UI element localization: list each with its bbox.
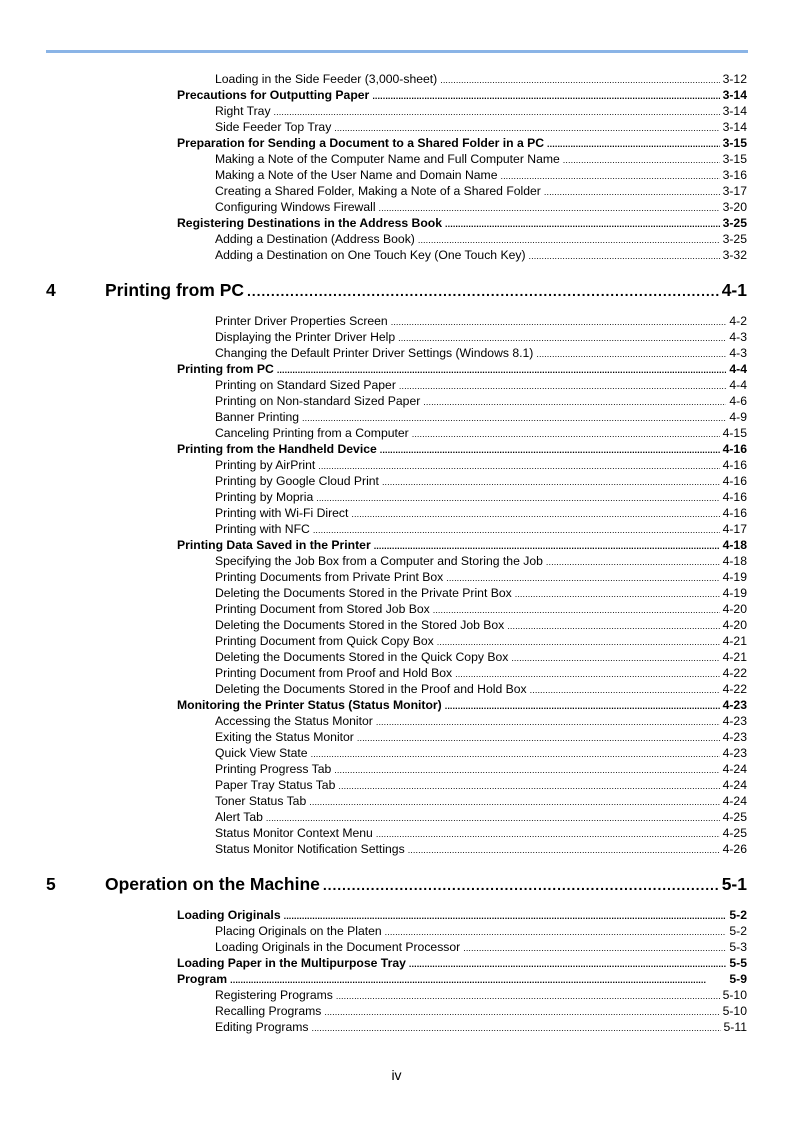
toc-chapter-entry[interactable] (0, 874, 793, 906)
dot-leader (445, 698, 720, 712)
toc-entry-title: Registering Programs (215, 988, 333, 1002)
dot-leader (382, 474, 720, 488)
toc-entry-page: 4-16 (722, 506, 747, 520)
toc-entry-page: 4-9 (729, 410, 747, 424)
toc-subsection-entry[interactable] (0, 230, 793, 246)
dot-leader (399, 378, 726, 392)
dot-leader (529, 248, 720, 262)
toc-entry-title: Printing by Mopria (215, 490, 314, 504)
toc-entry-title: Operation on the Machine (105, 874, 320, 894)
toc-entry-title: Alert Tab (215, 810, 263, 824)
page-number: iv (391, 1067, 402, 1083)
toc-subsection-entry[interactable] (0, 568, 793, 584)
toc-section-entry[interactable] (0, 954, 793, 970)
toc-entry-title: Printing by AirPrint (215, 458, 316, 472)
toc-entry-title: Printing with Wi-Fi Direct (215, 506, 349, 520)
toc-entry-page: 5-9 (729, 972, 747, 986)
dot-leader (277, 362, 727, 376)
toc-subsection-entry[interactable] (0, 616, 793, 632)
toc-section-entry[interactable] (0, 360, 793, 376)
toc-entry-page: 4-4 (729, 378, 747, 392)
toc-entry-page: 4-19 (722, 570, 747, 584)
toc-subsection-entry[interactable] (0, 824, 793, 840)
toc-subsection-entry[interactable] (0, 312, 793, 328)
toc-entry-title: Preparation for Sending a Document to a Shared Folder in a PC (177, 136, 545, 150)
toc-entry-page: 4-25 (722, 810, 747, 824)
dot-leader (338, 778, 719, 792)
toc-entry-page: 5-3 (729, 940, 747, 954)
toc-entry-title: Recalling Programs (215, 1004, 322, 1018)
dot-leader (323, 874, 719, 895)
dot-leader (380, 442, 720, 456)
toc-subsection-entry[interactable] (0, 648, 793, 664)
toc-entry-title: Monitoring the Printer Status (Status Monitor) (177, 698, 442, 712)
toc-entry-page: 4-16 (722, 474, 747, 488)
dot-leader (376, 714, 720, 728)
toc-entry-page: 3-14 (722, 104, 747, 118)
toc-entry-title: Printing Document from Stored Job Box (215, 602, 430, 616)
toc-entry-title: Exiting the Status Monitor (215, 730, 354, 744)
toc-subsection-entry[interactable] (0, 344, 793, 360)
toc-subsection-entry[interactable] (0, 472, 793, 488)
dot-leader (445, 216, 720, 230)
toc-subsection-entry[interactable] (0, 118, 793, 134)
dot-leader (284, 908, 727, 922)
toc-entry-page: 3-14 (722, 88, 747, 102)
toc-subsection-entry[interactable] (0, 584, 793, 600)
toc-entry-page: 4-23 (722, 730, 747, 744)
dot-leader (507, 618, 719, 632)
chapter-number: 4 (46, 280, 56, 300)
chapter-number: 5 (46, 874, 56, 894)
toc-entry-page: 3-17 (722, 184, 747, 198)
toc-subsection-entry[interactable] (0, 600, 793, 616)
toc-subsection-entry[interactable] (0, 664, 793, 680)
toc-entry-page: 4-23 (722, 698, 747, 712)
toc-entry-page: 3-32 (722, 248, 747, 262)
toc-entry-page: 4-18 (722, 554, 747, 568)
dot-leader (536, 346, 726, 360)
dot-leader (385, 924, 727, 938)
dot-leader (409, 956, 726, 970)
toc-entry-title: Printing from PC (105, 280, 245, 300)
dot-leader (455, 666, 720, 680)
dot-leader (412, 426, 720, 440)
toc-entry-page: 4-24 (722, 778, 747, 792)
dot-leader (334, 120, 719, 134)
toc-entry-page: 4-18 (722, 538, 747, 552)
toc-entry-page: 4-3 (729, 330, 747, 344)
toc-section-entry[interactable] (0, 440, 793, 456)
toc-entry-page: 4-23 (722, 714, 747, 728)
toc-entry-title: Printing on Standard Sized Paper (215, 378, 396, 392)
dot-leader (437, 634, 720, 648)
toc-chapter-entry[interactable] (0, 280, 793, 312)
toc-entry-title: Deleting the Documents Stored in the Proof and Hold Box (215, 682, 527, 696)
toc-entry-page: 5-2 (729, 908, 747, 922)
toc-subsection-entry[interactable] (0, 840, 793, 856)
toc-entry-title: Making a Note of the User Name and Domain Name (215, 168, 498, 182)
toc-entry-title: Adding a Destination on One Touch Key (One Touch Key) (215, 248, 526, 262)
toc-subsection-entry[interactable] (0, 198, 793, 214)
toc-entry-title: Printing with NFC (215, 522, 310, 536)
toc-subsection-entry[interactable] (0, 728, 793, 744)
toc-subsection-entry[interactable] (0, 246, 793, 262)
dot-leader (230, 972, 726, 986)
toc-entry-page: 4-24 (722, 794, 747, 808)
toc-subsection-entry[interactable] (0, 182, 793, 198)
dot-leader (324, 1004, 719, 1018)
toc-subsection-entry[interactable] (0, 150, 793, 166)
toc-entry-title: Paper Tray Status Tab (215, 778, 336, 792)
toc-subsection-entry[interactable] (0, 456, 793, 472)
dot-leader (376, 826, 720, 840)
toc-entry-page: 4-15 (722, 426, 747, 440)
toc-section-entry[interactable] (0, 906, 793, 922)
toc-subsection-entry[interactable] (0, 70, 793, 86)
dot-leader (334, 762, 719, 776)
toc-section-entry[interactable] (0, 536, 793, 552)
toc-entry-page: 4-24 (722, 762, 747, 776)
toc-entry-page: 3-12 (722, 72, 747, 86)
dot-leader (391, 314, 727, 328)
toc-entry-page: 4-22 (722, 682, 747, 696)
toc-entry-title: Adding a Destination (Address Book) (215, 232, 415, 246)
toc-entry-page: 4-20 (722, 602, 747, 616)
toc-subsection-entry[interactable] (0, 792, 793, 808)
dot-leader (336, 988, 720, 1002)
toc-entry-title: Configuring Windows Firewall (215, 200, 376, 214)
dot-leader (374, 538, 720, 552)
toc-entry-page: 5-1 (721, 874, 747, 894)
toc-entry-title: Deleting the Documents Stored in the Quick Copy Box (215, 650, 509, 664)
toc-subsection-entry[interactable] (0, 376, 793, 392)
toc-entry-title: Loading Originals (177, 908, 281, 922)
toc-entry-title: Making a Note of the Computer Name and Full Computer Name (215, 152, 560, 166)
toc-subsection-entry[interactable] (0, 102, 793, 118)
dot-leader (372, 88, 719, 102)
toc-subsection-entry[interactable] (0, 166, 793, 182)
toc-subsection-entry[interactable] (0, 504, 793, 520)
dot-leader (379, 200, 720, 214)
toc-subsection-entry[interactable] (0, 632, 793, 648)
toc-subsection-entry[interactable] (0, 986, 793, 1002)
toc-subsection-entry[interactable] (0, 424, 793, 440)
toc-entry-page: 4-16 (722, 442, 747, 456)
dot-leader (511, 650, 719, 664)
toc-entry-title: Placing Originals on the Platen (215, 924, 382, 938)
toc-entry-page: 5-11 (723, 1020, 747, 1034)
toc-entry-title: Toner Status Tab (215, 794, 307, 808)
toc-entry-title: Right Tray (215, 104, 271, 118)
toc-entry-page: 4-20 (722, 618, 747, 632)
toc-entry-title: Printing Documents from Private Print Box (215, 570, 444, 584)
toc-entry-page: 3-25 (722, 216, 747, 230)
toc-entry-title: Printing Document from Quick Copy Box (215, 634, 434, 648)
toc-subsection-entry[interactable] (0, 1002, 793, 1018)
toc-section-entry[interactable] (0, 214, 793, 230)
dot-leader (546, 554, 720, 568)
toc-section-entry[interactable] (0, 86, 793, 102)
toc-entry-page: 5-10 (722, 1004, 747, 1018)
dot-leader (357, 730, 720, 744)
toc-entry-title: Printing Data Saved in the Printer (177, 538, 371, 552)
toc-entry-title: Registering Destinations in the Address Book (177, 216, 443, 230)
dot-leader (440, 72, 719, 86)
toc-entry-page: 4-1 (721, 280, 747, 300)
table-of-contents (0, 70, 793, 1034)
toc-entry-title: Printing by Google Cloud Print (215, 474, 379, 488)
toc-entry-page: 4-21 (722, 634, 747, 648)
dot-leader (433, 602, 720, 616)
toc-entry-page: 5-2 (729, 924, 747, 938)
dot-leader (311, 746, 720, 760)
dot-leader (313, 522, 720, 536)
toc-subsection-entry[interactable] (0, 488, 793, 504)
toc-subsection-entry[interactable] (0, 1018, 793, 1034)
dot-leader (247, 280, 719, 301)
header-rule (46, 50, 748, 53)
toc-entry-title: Changing the Default Printer Driver Settings (Windows 8.1) (215, 346, 534, 360)
dot-leader (530, 682, 720, 696)
toc-entry-page: 3-20 (722, 200, 747, 214)
toc-entry-page: 4-22 (722, 666, 747, 680)
toc-entry-title: Printing Document from Proof and Hold Box (215, 666, 453, 680)
toc-subsection-entry[interactable] (0, 392, 793, 408)
toc-entry-title: Canceling Printing from a Computer (215, 426, 409, 440)
toc-entry-page: 4-25 (722, 826, 747, 840)
toc-entry-title: Loading in the Side Feeder (3,000-sheet) (215, 72, 438, 86)
toc-section-entry[interactable] (0, 134, 793, 150)
toc-entry-page: 4-2 (729, 314, 747, 328)
toc-subsection-entry[interactable] (0, 760, 793, 776)
toc-entry-page: 4-4 (729, 362, 747, 376)
dot-leader (318, 458, 719, 472)
toc-entry-title: Precautions for Outputting Paper (177, 88, 370, 102)
dot-leader (274, 104, 720, 118)
toc-entry-page: 5-5 (729, 956, 747, 970)
toc-entry-title: Side Feeder Top Tray (215, 120, 332, 134)
toc-entry-page: 3-15 (722, 136, 747, 150)
dot-leader (309, 794, 719, 808)
toc-entry-title: Displaying the Printer Driver Help (215, 330, 396, 344)
toc-entry-title: Accessing the Status Monitor (215, 714, 373, 728)
dot-leader (463, 940, 726, 954)
toc-entry-title: Loading Paper in the Multipurpose Tray (177, 956, 406, 970)
toc-entry-page: 4-16 (722, 490, 747, 504)
toc-subsection-entry[interactable] (0, 552, 793, 568)
toc-section-entry[interactable] (0, 970, 793, 986)
dot-leader (515, 586, 720, 600)
toc-subsection-entry[interactable] (0, 328, 793, 344)
toc-entry-title: Deleting the Documents Stored in the Private Print Box (215, 586, 512, 600)
toc-entry-title: Program (177, 972, 228, 986)
toc-entry-page: 3-25 (722, 232, 747, 246)
toc-subsection-entry[interactable] (0, 680, 793, 696)
dot-leader (418, 232, 720, 246)
toc-entry-title: Specifying the Job Box from a Computer and Storing the Job (215, 554, 543, 568)
toc-entry-title: Printing from the Handheld Device (177, 442, 377, 456)
toc-section-entry[interactable] (0, 696, 793, 712)
dot-leader (446, 570, 719, 584)
toc-subsection-entry[interactable] (0, 938, 793, 954)
toc-subsection-entry[interactable] (0, 776, 793, 792)
dot-leader (544, 184, 720, 198)
toc-entry-title: Status Monitor Notification Settings (215, 842, 405, 856)
toc-subsection-entry[interactable] (0, 408, 793, 424)
toc-entry-page: 5-10 (722, 988, 747, 1002)
toc-entry-page: 4-26 (722, 842, 747, 856)
toc-entry-title: Quick View State (215, 746, 308, 760)
toc-subsection-entry[interactable] (0, 744, 793, 760)
toc-entry-page: 4-23 (722, 746, 747, 760)
dot-leader (302, 410, 726, 424)
toc-entry-page: 4-16 (722, 458, 747, 472)
dot-leader (266, 810, 720, 824)
toc-entry-title: Editing Programs (215, 1020, 309, 1034)
dot-leader (423, 394, 726, 408)
toc-entry-title: Printing on Non-standard Sized Paper (215, 394, 421, 408)
dot-leader (563, 152, 720, 166)
toc-entry-title: Printing Progress Tab (215, 762, 332, 776)
toc-entry-title: Printer Driver Properties Screen (215, 314, 388, 328)
toc-subsection-entry[interactable] (0, 712, 793, 728)
toc-entry-page: 4-21 (722, 650, 747, 664)
toc-entry-page: 3-14 (722, 120, 747, 134)
toc-subsection-entry[interactable] (0, 808, 793, 824)
toc-entry-title: Status Monitor Context Menu (215, 826, 373, 840)
toc-entry-page: 4-3 (729, 346, 747, 360)
toc-subsection-entry[interactable] (0, 922, 793, 938)
toc-entry-title: Loading Originals in the Document Processor (215, 940, 461, 954)
toc-entry-page: 3-15 (722, 152, 747, 166)
toc-entry-page: 4-6 (729, 394, 747, 408)
toc-entry-title: Deleting the Documents Stored in the Stored Job Box (215, 618, 505, 632)
dot-leader (311, 1020, 720, 1034)
toc-subsection-entry[interactable] (0, 520, 793, 536)
toc-entry-page: 3-16 (722, 168, 747, 182)
dot-leader (398, 330, 726, 344)
toc-entry-title: Creating a Shared Folder, Making a Note of a Shared Folder (215, 184, 541, 198)
dot-leader (547, 136, 720, 150)
dot-leader (316, 490, 719, 504)
dot-leader (500, 168, 719, 182)
toc-entry-title: Banner Printing (215, 410, 300, 424)
toc-entry-page: 4-17 (722, 522, 747, 536)
toc-entry-page: 4-19 (722, 586, 747, 600)
toc-entry-title: Printing from PC (177, 362, 274, 376)
dot-leader (408, 842, 720, 856)
dot-leader (351, 506, 719, 520)
